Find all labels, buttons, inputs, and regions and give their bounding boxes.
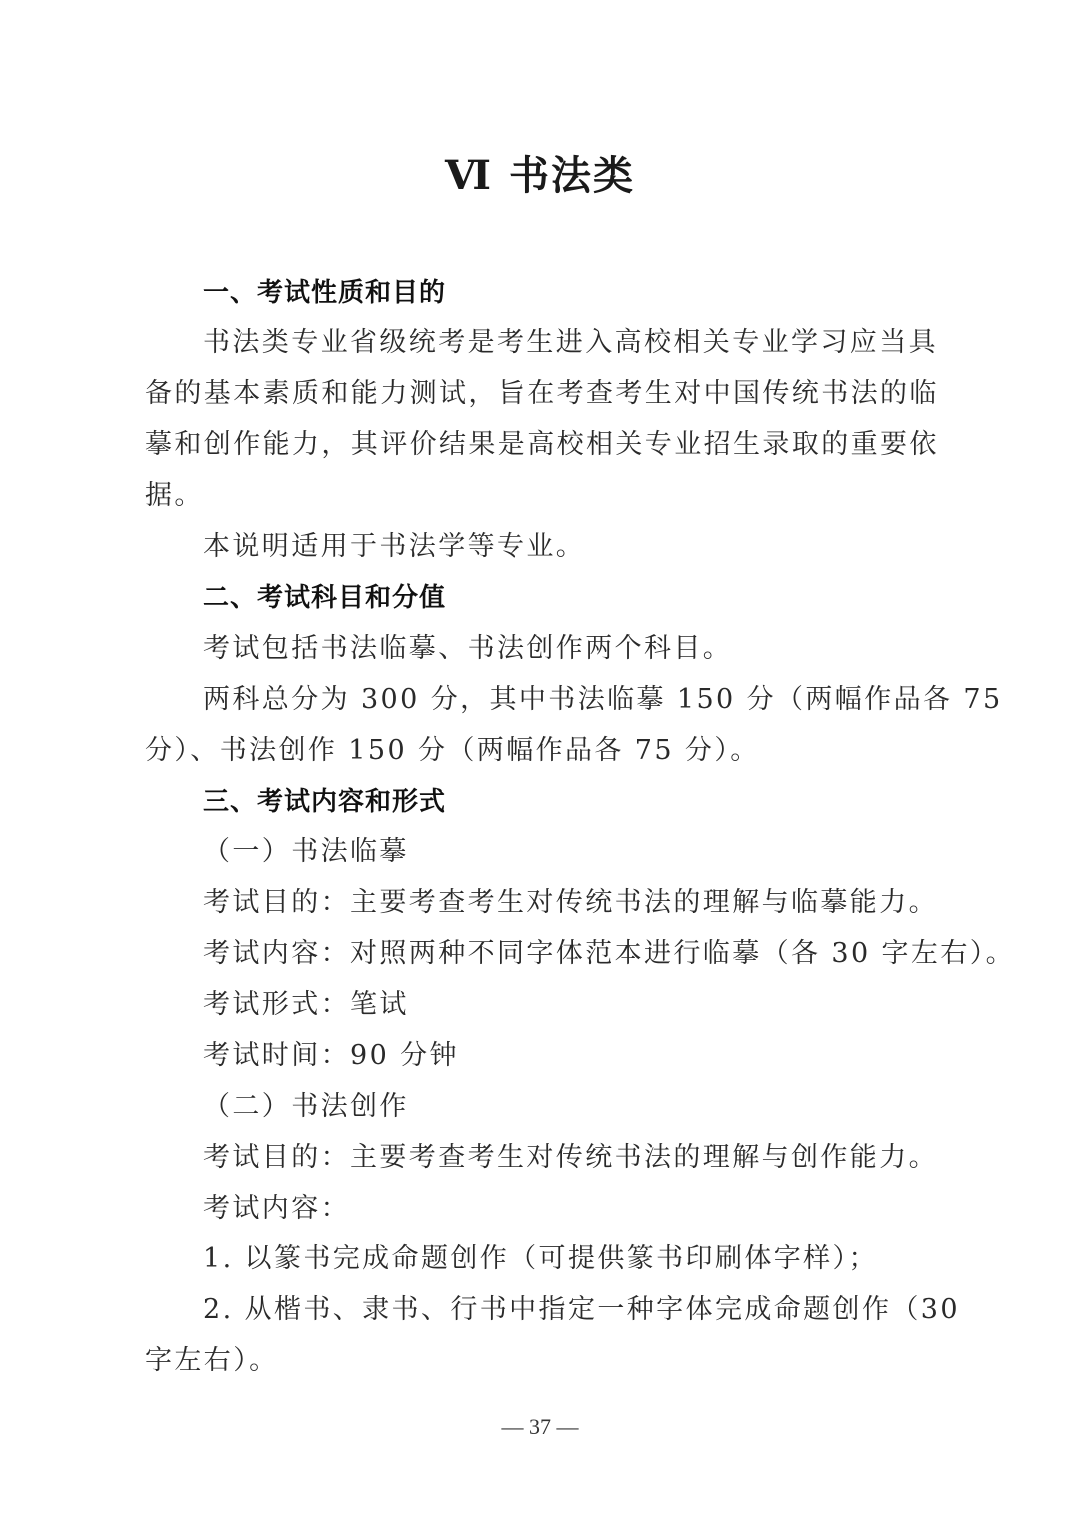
subsection-heading-2: （二）书法创作 bbox=[203, 1091, 409, 1122]
section-heading-2: 二、考试科目和分值 bbox=[203, 583, 447, 613]
list-item: 1. 以篆书完成命题创作（可提供篆书印刷体字样）； bbox=[203, 1243, 878, 1274]
paragraph-line: 考试目的：主要考查考生对传统书法的理解与创作能力。 bbox=[203, 1142, 938, 1173]
page-number: — 37 — bbox=[501, 1414, 579, 1439]
paragraph-line: 考试形式：笔试 bbox=[203, 989, 409, 1020]
paragraph-line: 两科总分为 300 分，其中书法临摹 150 分（两幅作品各 75 bbox=[203, 684, 1003, 715]
paragraph-line: 考试包括书法临摹、书法创作两个科目。 bbox=[203, 633, 733, 664]
paragraph-line: 考试目的：主要考查考生对传统书法的理解与临摹能力。 bbox=[203, 887, 938, 918]
paragraph-line: 书法类专业省级统考是考生进入高校相关专业学习应当具 bbox=[203, 327, 938, 358]
paragraph-line: 摹和创作能力，其评价结果是高校相关专业招生录取的重要依 bbox=[145, 429, 939, 460]
subsection-heading-1: （一）书法临摹 bbox=[203, 836, 409, 867]
paragraph-line: 据。 bbox=[145, 480, 204, 511]
list-item: 2. 从楷书、隶书、行书中指定一种字体完成命题创作（30 bbox=[203, 1294, 960, 1325]
section-heading-1: 一、考试性质和目的 bbox=[203, 278, 447, 308]
paragraph-line: 字左右）。 bbox=[145, 1345, 279, 1376]
paragraph-line: 分）、书法创作 150 分（两幅作品各 75 分）。 bbox=[145, 735, 760, 766]
paragraph-line: 本说明适用于书法学等专业。 bbox=[203, 531, 586, 562]
paragraph-line: 考试内容：对照两种不同字体范本进行临摹（各 30 字左右）。 bbox=[203, 938, 1016, 969]
paragraph-line: 备的基本素质和能力测试，旨在考查考生对中国传统书法的临 bbox=[145, 378, 939, 409]
paragraph-line: 考试内容： bbox=[203, 1193, 350, 1224]
paragraph-line: 考试时间：90 分钟 bbox=[203, 1040, 459, 1071]
section-heading-3: 三、考试内容和形式 bbox=[203, 787, 447, 817]
page-title: Ⅵ 书法类 bbox=[445, 152, 635, 199]
